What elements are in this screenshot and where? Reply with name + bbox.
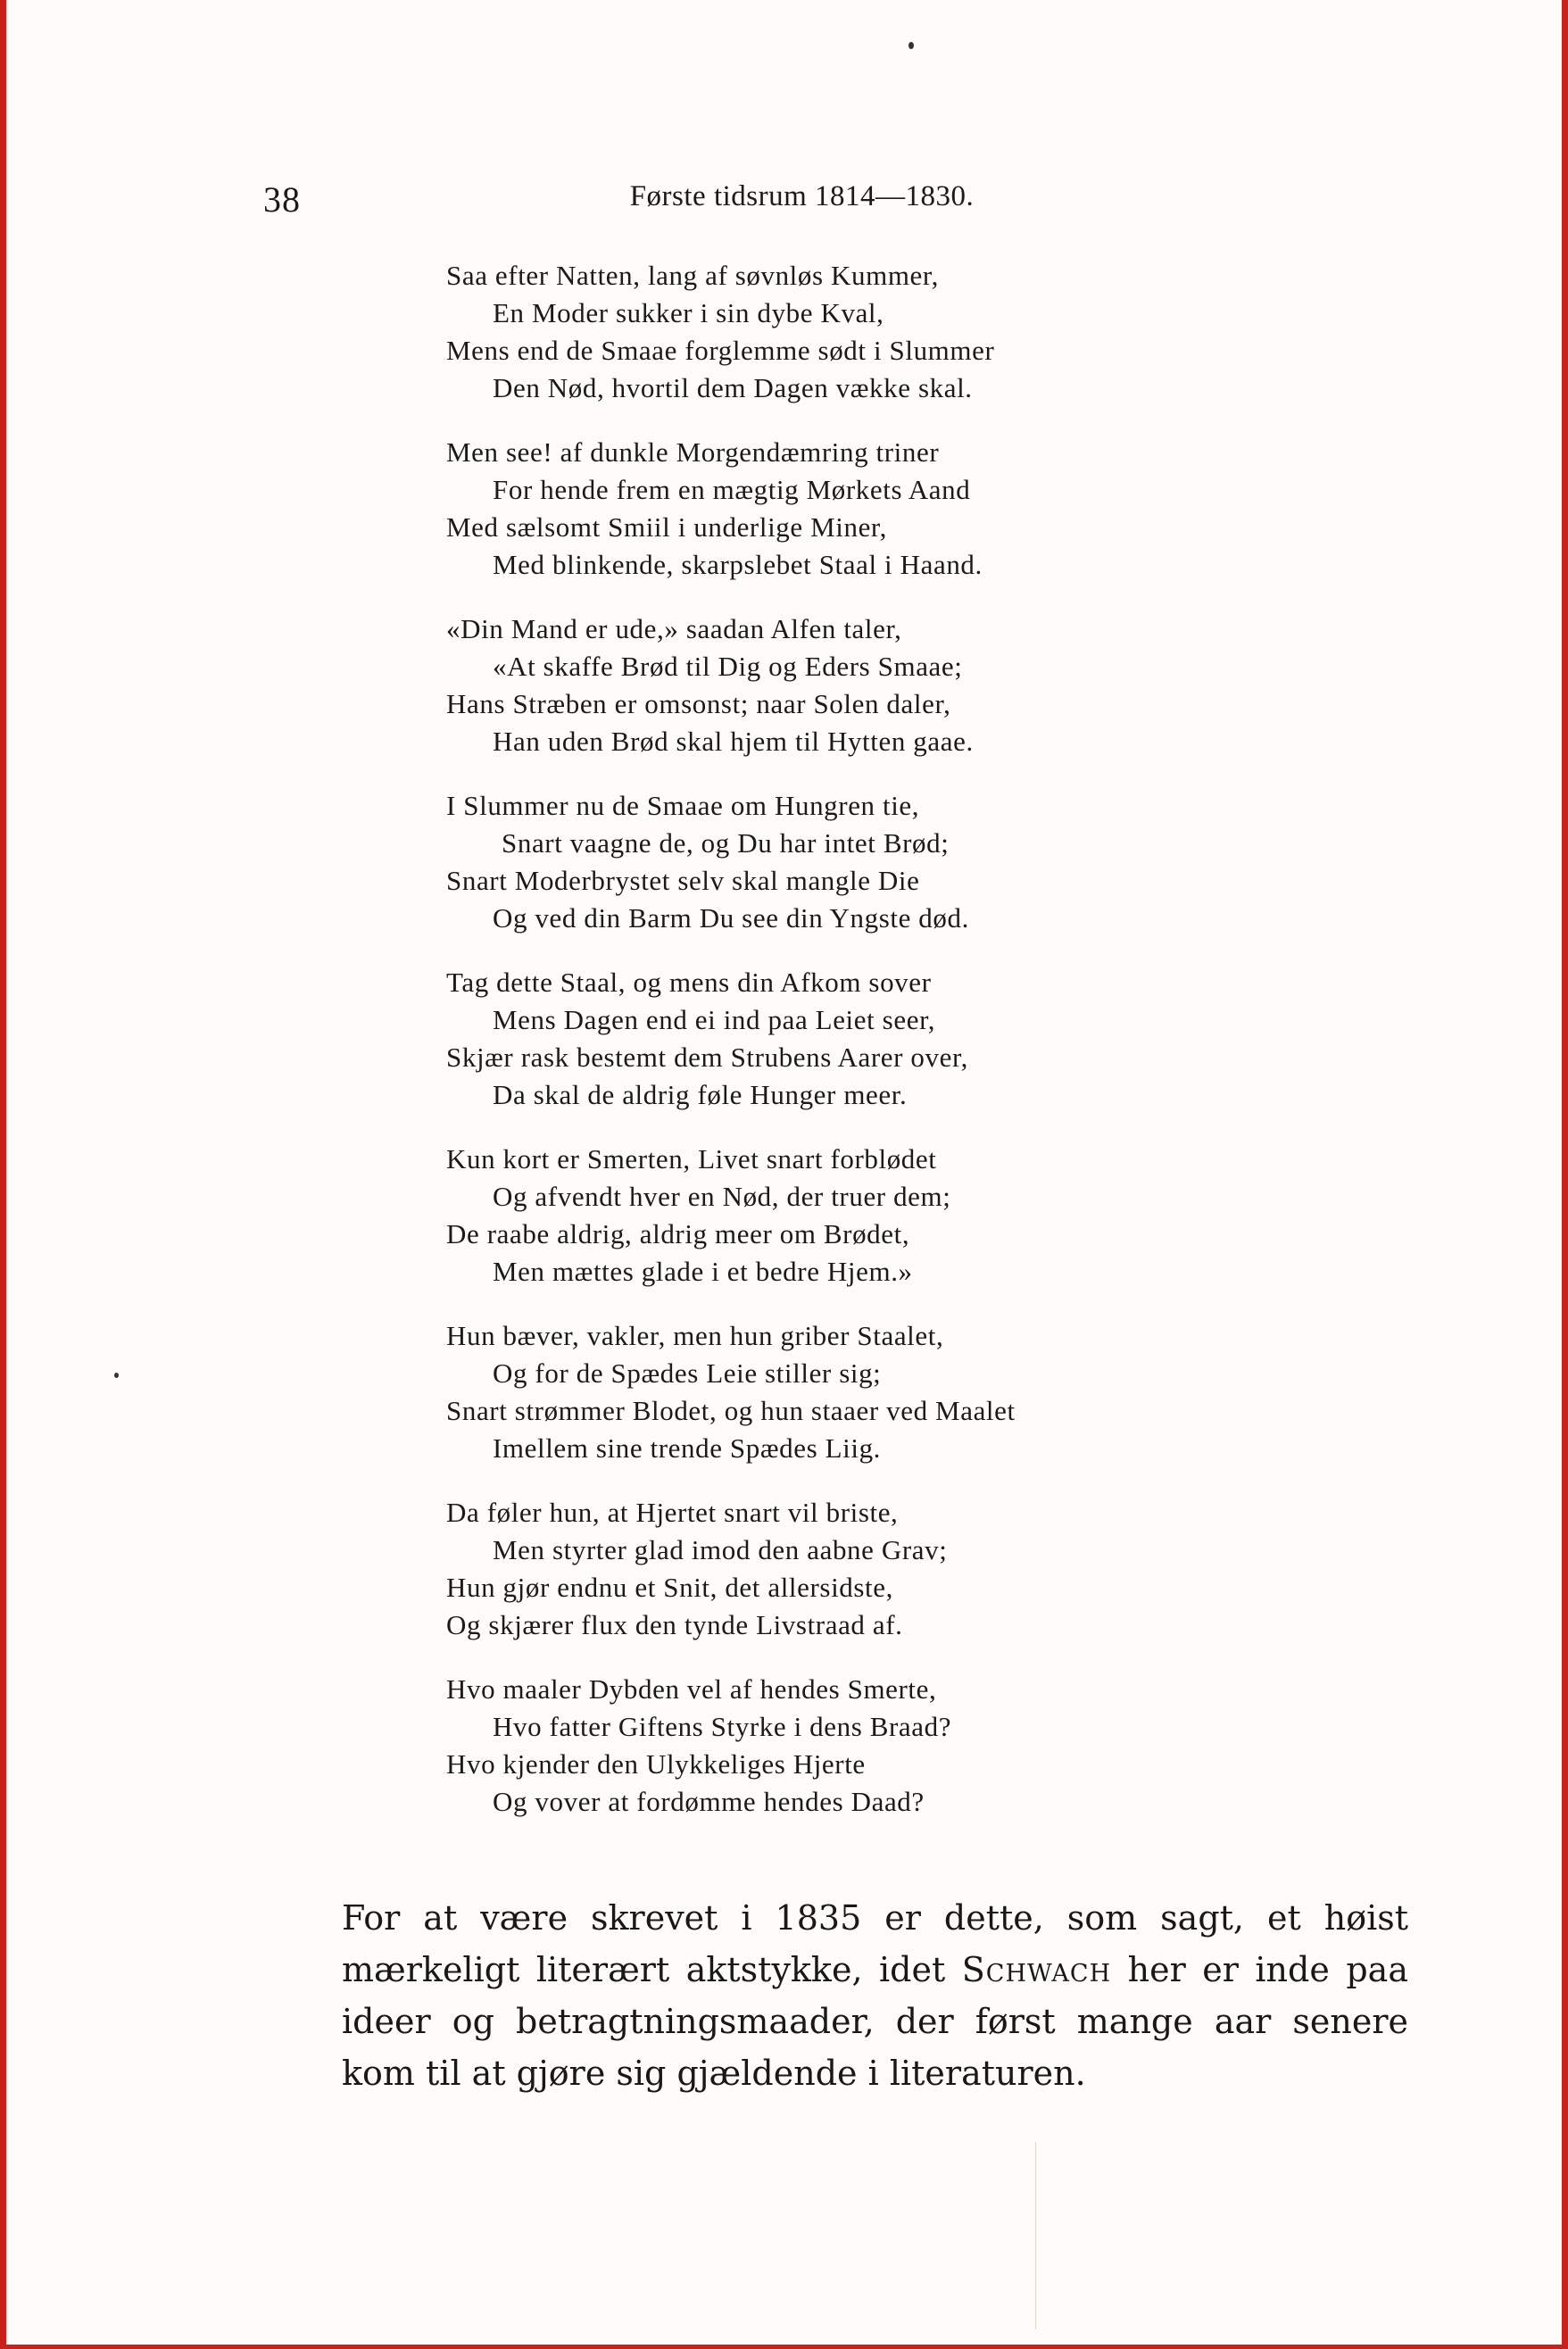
poem-line: Snart vaagne de, og Du har intet Brød; [502,827,950,859]
poem-line: Hun gjør endnu et Snit, det allersidste, [446,1572,893,1603]
poem-stanza [446,610,1232,760]
running-title-text: Første tidsrum 1814—1830. [629,180,975,212]
poem-stanza [446,1671,1232,1821]
poem-line: Og afvendt hver en Nød, der truer dem; [493,1181,951,1212]
poem-line: Hun bæver, vakler, men hun griber Staalet, [446,1320,944,1351]
ink-speck [908,42,914,49]
commentary-text: her er inde paa ideer og betragtningsmaader, der først mange aar senere kom til at gjøre sig gjældende i literaturen. [342,1950,1408,2093]
poem [446,257,1232,1847]
author-name: Schwach [961,1950,1112,1989]
poem-stanza [446,1494,1232,1644]
poem-line: Hvo maaler Dybden vel af hendes Smerte, [446,1673,937,1705]
poem-line: «Din Mand er ude,» saadan Alfen taler, [446,613,902,644]
poem-line: Imellem sine trende Spædes Liig. [493,1432,882,1464]
poem-line: Da skal de aldrig føle Hunger meer. [493,1079,908,1110]
poem-line: Og for de Spædes Leie stiller sig; [493,1357,882,1389]
ink-speck [114,1373,119,1378]
poem-line: Snart Moderbrystet selv skal mangle Die [446,865,920,896]
poem-line: En Moder sukker i sin dybe Kval, [493,297,884,328]
poem-line: Tag dette Staal, og mens din Afkom sover [446,967,932,998]
poem-stanza [446,1141,1232,1291]
poem-line: Han uden Brød skal hjem til Hytten gaae. [493,726,974,757]
running-title [0,180,1568,213]
poem-line: Kun kort er Smerten, Livet snart forblødet [446,1143,937,1174]
bottom-edge-border [0,2345,1568,2349]
poem-line: Da føler hun, at Hjertet snart vil briste, [446,1497,899,1528]
poem-stanza [446,257,1232,407]
right-edge-border [1562,0,1568,2349]
poem-line: Men styrter glad imod den aabne Grav; [493,1534,948,1565]
poem-line: Med sælsomt Smiil i underlige Miner, [446,511,887,543]
poem-line: Og vover at fordømme hendes Daad? [493,1786,925,1817]
poem-line: Saa efter Natten, lang af søvnløs Kummer, [446,260,939,291]
poem-line: For hende frem en mægtig Mørkets Aand [493,474,971,505]
poem-stanza [446,787,1232,937]
poem-line: Og skjærer flux den tynde Livstraad af. [446,1609,903,1640]
poem-line: Skjær rask bestemt dem Strubens Aarer over, [446,1042,969,1073]
poem-line: Med blinkende, skarpslebet Staal i Haand. [493,549,983,580]
poem-line: Men mættes glade i et bedre Hjem.» [493,1256,913,1287]
poem-line: Mens Dagen end ei ind paa Leiet seer, [493,1004,936,1035]
commentary-text: For at være skrevet i 1835 er dette, som sagt, et høist mærkeligt literært aktstykke, idet [342,1898,1408,1989]
poem-line: Mens end de Smaae forglemme sødt i Slummer [446,335,995,366]
poem-stanza [446,964,1232,1114]
poem-line: Hvo kjender den Ulykkeliges Hjerte [446,1748,866,1780]
poem-line: Hvo fatter Giftens Styrke i dens Braad? [493,1711,952,1742]
poem-line: Men see! af dunkle Morgendæmring triner [446,436,940,468]
page-number: 38 [263,179,301,220]
poem-line: De raabe aldrig, aldrig meer om Brødet, [446,1218,910,1249]
poem-line: Og ved din Barm Du see din Yngste død. [493,902,969,934]
poem-line: Den Nød, hvortil dem Dagen vække skal. [493,372,973,403]
poem-line: Hans Stræben er omsonst; naar Solen daler, [446,688,951,719]
paper-crease [1035,2142,1036,2329]
commentary-paragraph [342,1892,1408,2099]
left-edge-border [0,0,6,2349]
poem-line: «At skaffe Brød til Dig og Eders Smaae; [493,651,963,682]
poem-stanza [446,1317,1232,1467]
poem-stanza [446,434,1232,584]
poem-line: I Slummer nu de Smaae om Hungren tie, [446,790,920,821]
poem-line: Snart strømmer Blodet, og hun staaer ved Maalet [446,1395,1016,1426]
